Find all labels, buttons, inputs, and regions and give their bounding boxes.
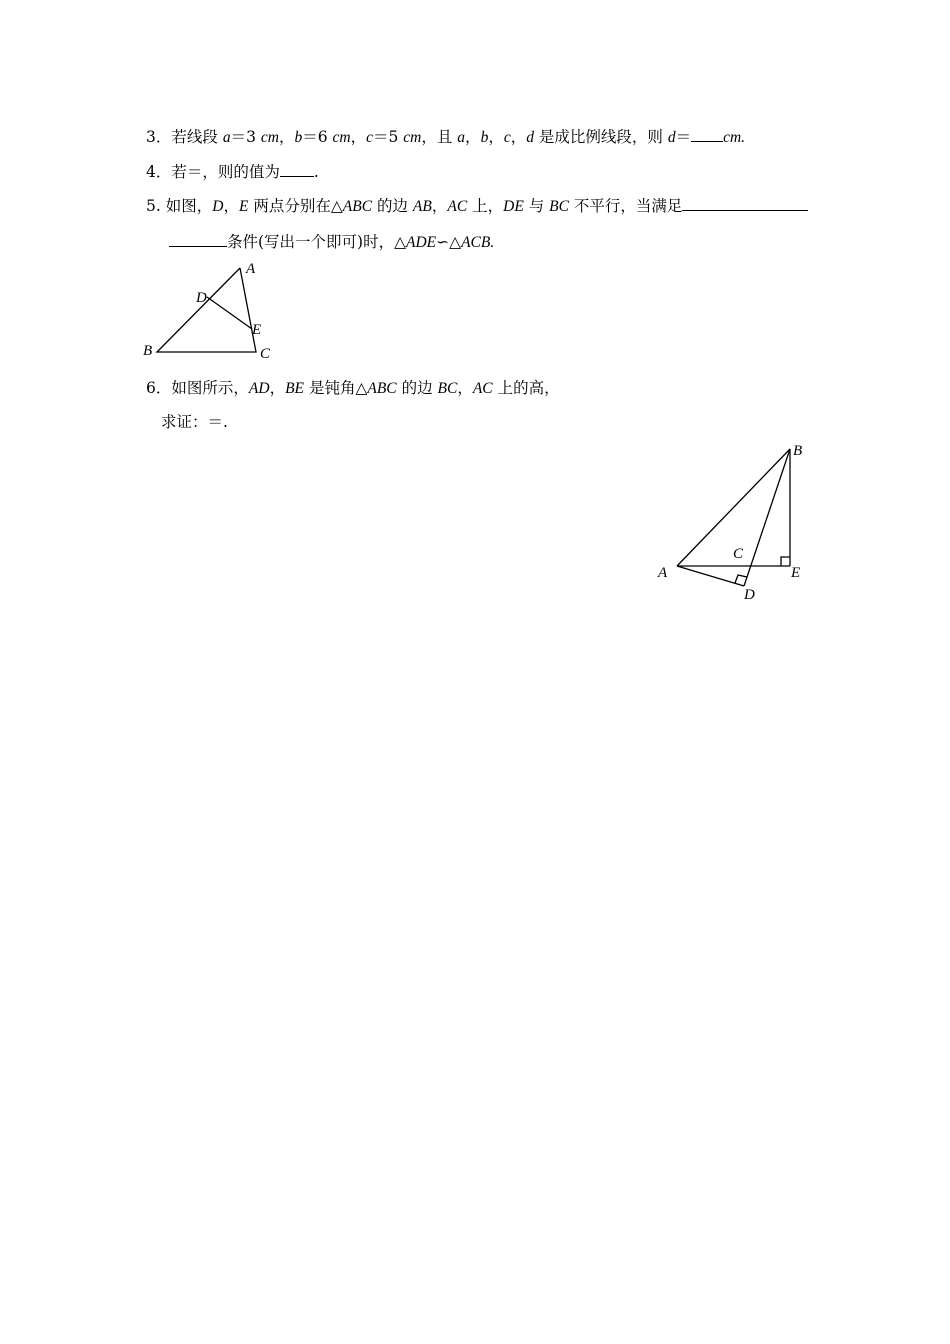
triangle-acb: ACB. [461, 234, 495, 251]
q6-text: 的边 [396, 379, 438, 397]
side-ac: AC [472, 380, 493, 397]
unit-cm: cm [403, 129, 422, 146]
q3-answer-blank[interactable] [691, 127, 723, 142]
side-ac: AC [447, 198, 468, 215]
point-e: E [238, 198, 249, 215]
question-5-line-2 [169, 232, 494, 253]
q5-text: ， [223, 197, 239, 215]
q3-text: ， [488, 128, 504, 146]
q5-text: ， [431, 197, 448, 215]
q3-text: ＝3 [230, 128, 261, 146]
q6-text: ， [269, 379, 286, 397]
q6-text: 上的高， [492, 379, 560, 397]
q4-text: 若＝，则的值为 [171, 163, 280, 181]
side-bc: BC [549, 198, 569, 215]
question-5-line-1 [146, 196, 808, 217]
altitude-ad-line [677, 566, 744, 586]
q3-text: 若线段 [171, 128, 223, 146]
q5-text: 两点分别在△ [248, 197, 343, 215]
var-a: a [457, 129, 466, 146]
var-c: c [503, 129, 511, 146]
q5-text: 与 [523, 197, 550, 215]
triangle-ade: ADE [406, 234, 437, 251]
var-d: d [526, 129, 534, 146]
q3-text: ， [465, 128, 481, 146]
q5-number: 5. [146, 197, 161, 215]
q3-number: 3． [146, 128, 172, 146]
var-b: b [294, 129, 303, 146]
triangle-abc: ABC [342, 198, 373, 215]
q6-text: ， [457, 379, 473, 397]
triangle-abc-outline [157, 268, 256, 352]
q5-text: 的边 [372, 197, 413, 215]
q5-text: 如图， [160, 197, 213, 215]
figure-obtuse-triangle [650, 436, 820, 608]
q5-text: 条件(写出一个即可)时，△ [227, 233, 407, 251]
var-a: a [222, 129, 231, 146]
q3-text: 是成比例线段，则 [533, 128, 668, 146]
q4-text: . [313, 163, 319, 181]
segment-de: DE [503, 198, 524, 215]
point-d: D [212, 198, 224, 215]
q4-number: 4． [146, 163, 172, 181]
proof-statement: 求证：＝. [161, 413, 228, 431]
similar-symbol: ∽△ [436, 233, 462, 251]
fig1-label-c: C [260, 346, 271, 362]
q3-text: ，且 [421, 128, 458, 146]
q3-text: ＝6 [302, 128, 333, 146]
figure-triangle-ade [140, 258, 290, 366]
q3-text: ＝ [675, 128, 692, 146]
fig1-label-a: A [246, 261, 256, 277]
question-6-proof [161, 412, 228, 432]
side-ab: AB [412, 198, 432, 215]
q5-text: 上， [467, 197, 504, 215]
q5-answer-blank[interactable] [682, 196, 808, 211]
q6-text: 是钝角△ [304, 379, 368, 397]
q6-text: 如图所示， [171, 379, 249, 397]
question-4 [146, 162, 319, 182]
fig1-label-b: B [143, 343, 153, 359]
unit-cm: cm. [723, 129, 746, 146]
q3-text: ， [510, 128, 527, 146]
q3-text: ， [350, 128, 367, 146]
q5-answer-blank-cont[interactable] [169, 232, 227, 247]
altitude-be: BE [285, 380, 305, 397]
fig1-label-e: E [252, 322, 262, 338]
question-6 [146, 378, 560, 399]
side-bc: BC [437, 380, 458, 397]
q3-text: ， [278, 128, 295, 146]
var-d: d [667, 129, 676, 146]
question-3 [146, 127, 745, 148]
var-c: c [366, 129, 373, 146]
q4-answer-blank[interactable] [280, 162, 314, 177]
fig2-label-e: E [791, 565, 801, 581]
fig1-label-d: D [196, 290, 207, 306]
triangle-abc: ABC [367, 380, 397, 397]
q3-text: ＝5 [372, 128, 404, 146]
fig2-label-c: C [733, 546, 744, 562]
right-angle-e-mark [781, 557, 790, 566]
fig2-label-b: B [793, 443, 803, 459]
fig2-label-d: D [744, 587, 755, 603]
var-b: b [480, 129, 489, 146]
fig2-label-a: A [658, 565, 668, 581]
q5-text: 不平行，当满足 [568, 197, 683, 215]
q6-number: 6． [146, 379, 172, 397]
segment-de-line [207, 297, 252, 329]
unit-cm: cm [332, 129, 351, 146]
unit-cm: cm [260, 129, 279, 146]
altitude-ad: AD [248, 380, 270, 397]
